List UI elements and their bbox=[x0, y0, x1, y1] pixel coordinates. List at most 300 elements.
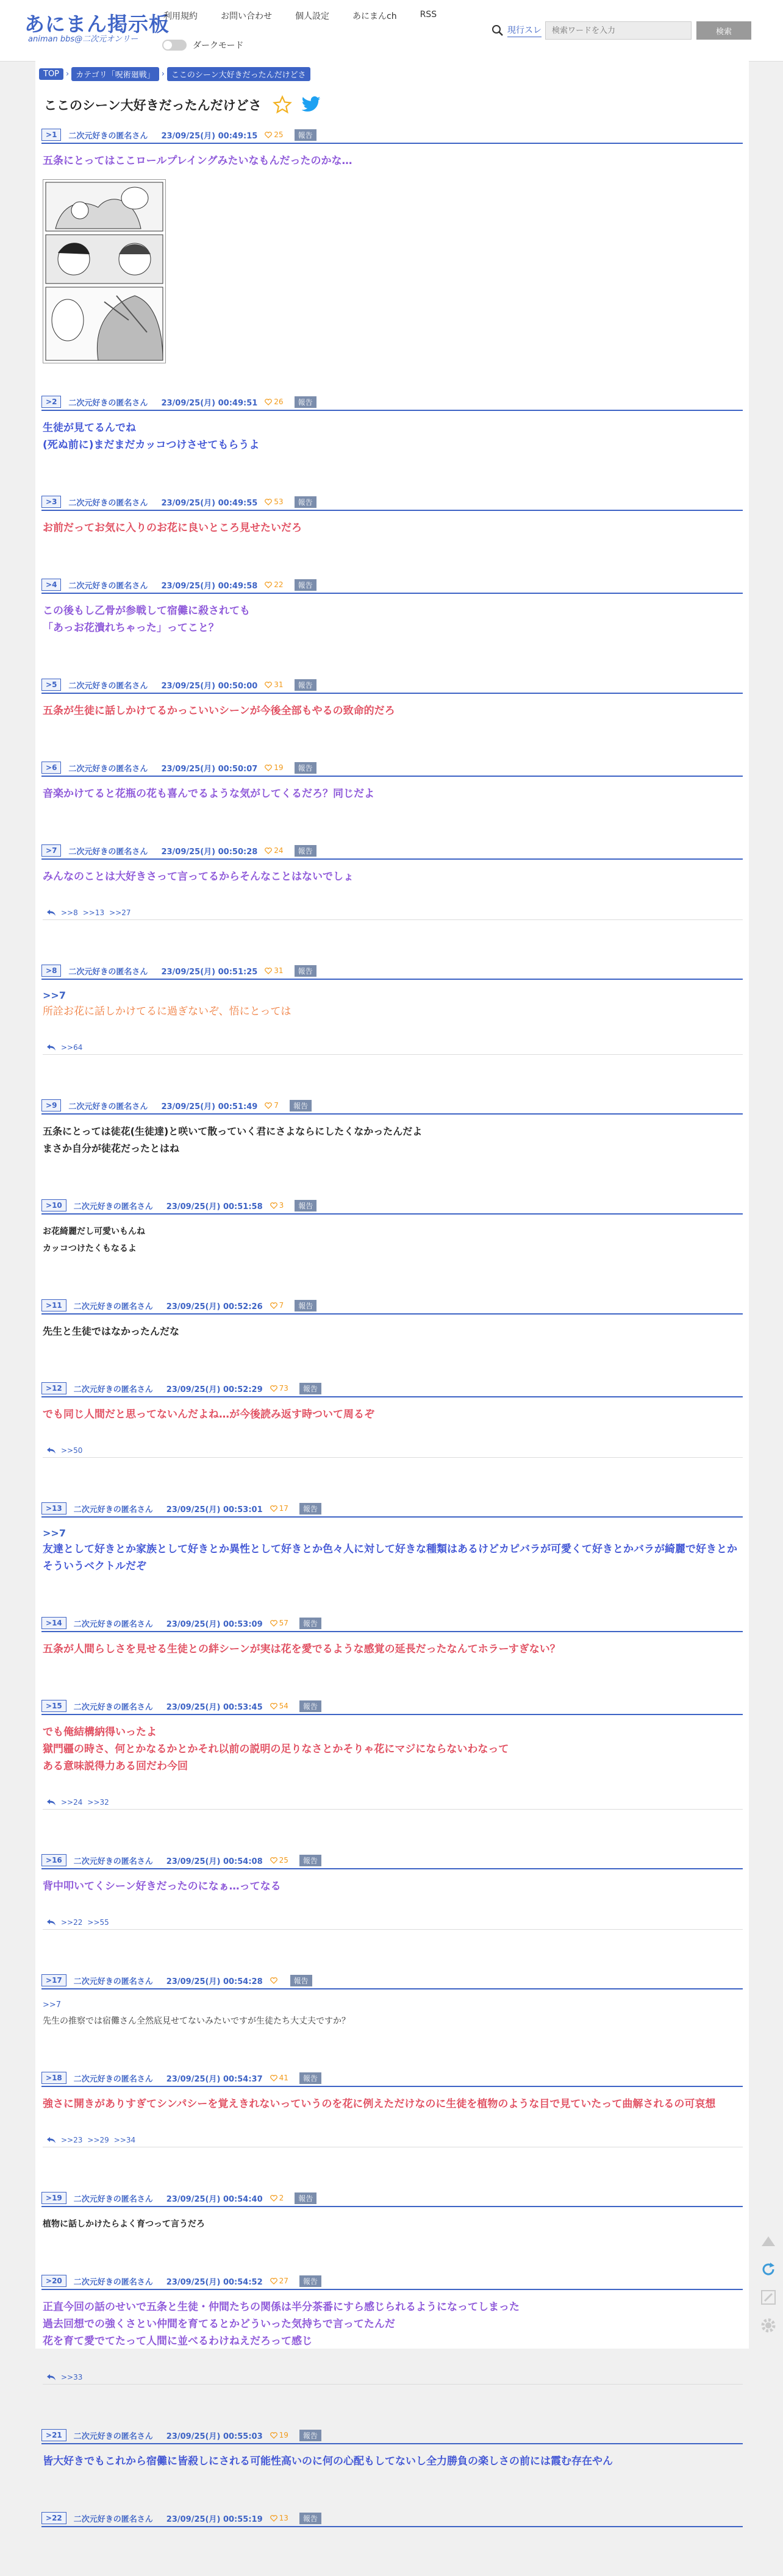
poster-name: 二次元好きの匿名さん bbox=[68, 764, 148, 774]
like-button[interactable] bbox=[265, 966, 283, 975]
heart-icon bbox=[265, 499, 272, 505]
gear-icon bbox=[760, 2317, 777, 2334]
like-button[interactable] bbox=[265, 846, 283, 855]
report-button[interactable]: 報告 bbox=[299, 1503, 321, 1515]
search-bar bbox=[492, 20, 757, 41]
post-number[interactable] bbox=[41, 2275, 66, 2287]
like-count: 22 bbox=[274, 580, 284, 589]
post-header bbox=[41, 2190, 743, 2207]
post-text-line: 正直今回の話のせいで五条と生徒・仲間たちの関係は半分茶番にすら感じられるようになってしまった bbox=[43, 2301, 520, 2313]
post-body bbox=[41, 1632, 743, 1658]
breadcrumb-category[interactable]: カテゴリ「呪術廻戦」 bbox=[71, 67, 159, 81]
like-button[interactable] bbox=[270, 1977, 279, 1984]
reload-button[interactable] bbox=[759, 2260, 778, 2279]
logo-subtitle: animan bbs@二次元オンリー bbox=[28, 35, 138, 44]
post-date: 23/09/25(月) 00:52:29 bbox=[166, 1385, 263, 1394]
like-button[interactable] bbox=[270, 2074, 288, 2082]
poster-name: 二次元好きの匿名さん bbox=[68, 847, 148, 857]
post-text-line: 獄門疆の時さ、何とかなるかとかそれ以前の説明の足りなさとかそりゃ花にマジにならないわなって bbox=[43, 1743, 509, 1755]
post-date: 23/09/25(月) 00:50:07 bbox=[161, 764, 258, 774]
post-body bbox=[41, 2290, 743, 2385]
post-body bbox=[41, 2527, 743, 2536]
reply-link[interactable]: >>34 bbox=[113, 2136, 136, 2144]
reply-list bbox=[43, 906, 743, 920]
report-button[interactable]: 報告 bbox=[299, 1855, 321, 1866]
manga-panels-image[interactable] bbox=[43, 180, 165, 363]
post-number[interactable] bbox=[41, 679, 61, 691]
like-button[interactable] bbox=[270, 1702, 288, 1710]
reply-arrow-icon bbox=[46, 1044, 56, 1051]
post-number[interactable] bbox=[41, 2072, 66, 2084]
like-count: 13 bbox=[279, 2514, 288, 2522]
post-number-value: 19 bbox=[52, 2194, 62, 2202]
post-header bbox=[41, 1698, 743, 1715]
post-header bbox=[41, 1380, 743, 1397]
heart-icon bbox=[270, 2432, 277, 2439]
heart-icon bbox=[270, 2195, 277, 2202]
post-body bbox=[41, 411, 743, 454]
like-button[interactable] bbox=[270, 1619, 288, 1627]
like-count: 54 bbox=[279, 1702, 288, 1710]
post-text-line: カッコつけたくもなるよ bbox=[43, 1244, 137, 1254]
reply-list bbox=[43, 1916, 743, 1930]
heart-icon bbox=[265, 968, 272, 974]
poster-name: 二次元好きの匿名さん bbox=[73, 1202, 153, 1211]
post-number-prefix: > bbox=[46, 1702, 52, 1710]
post-date: 23/09/25(月) 00:55:03 bbox=[166, 2432, 263, 2441]
report-button[interactable]: 報告 bbox=[295, 396, 316, 408]
reply-link[interactable]: >>22 bbox=[61, 1918, 83, 1927]
report-button[interactable]: 報告 bbox=[295, 2192, 316, 2204]
heart-icon bbox=[270, 1202, 277, 1209]
search-icon bbox=[492, 24, 504, 37]
reply-link[interactable]: >>13 bbox=[82, 908, 105, 917]
report-button[interactable]: 報告 bbox=[299, 2513, 321, 2524]
post bbox=[41, 2427, 743, 2470]
post-body bbox=[41, 694, 743, 719]
reply-arrow-icon bbox=[46, 1799, 56, 1806]
post-header bbox=[41, 760, 743, 777]
search-input[interactable] bbox=[545, 21, 692, 40]
reply-link[interactable]: >>27 bbox=[109, 908, 131, 917]
post-number-value: 5 bbox=[52, 680, 57, 689]
settings-button[interactable] bbox=[759, 2316, 778, 2335]
poster-name: 二次元好きの匿名さん bbox=[73, 1619, 153, 1629]
post-date: 23/09/25(月) 00:54:37 bbox=[166, 2074, 263, 2084]
like-count: 57 bbox=[279, 1619, 288, 1627]
logo-title: あにまん掲示板 bbox=[24, 12, 170, 36]
post-date: 23/09/25(月) 00:54:52 bbox=[166, 2277, 263, 2287]
nav-settings[interactable]: 個人設定 bbox=[295, 12, 329, 21]
twitter-bird-icon[interactable] bbox=[301, 96, 321, 113]
post-number-prefix: > bbox=[46, 1976, 52, 1985]
post-header bbox=[41, 127, 743, 144]
post-text-line: お前だってお気に入りのお花に良いところ見せたいだろ bbox=[43, 522, 302, 534]
post-date: 23/09/25(月) 00:54:28 bbox=[166, 1977, 263, 1986]
post-text-line: 植物に話しかけたらよく育つって言うだろ bbox=[43, 2219, 205, 2229]
report-button[interactable]: 報告 bbox=[299, 2430, 321, 2441]
post-number[interactable] bbox=[41, 844, 61, 857]
post-date: 23/09/25(月) 00:53:09 bbox=[166, 1619, 263, 1629]
post-number[interactable] bbox=[41, 579, 61, 591]
report-button[interactable]: 報告 bbox=[295, 579, 316, 591]
report-button[interactable]: 報告 bbox=[295, 496, 316, 508]
arrow-up-icon bbox=[760, 2235, 776, 2247]
post-number[interactable] bbox=[41, 396, 61, 408]
post bbox=[41, 577, 743, 637]
heart-icon bbox=[270, 1620, 277, 1627]
poster-name: 二次元好きの匿名さん bbox=[73, 2514, 153, 2524]
post-date: 23/09/25(月) 00:49:51 bbox=[161, 398, 258, 408]
post-text-line: 所詮お花に話しかけてるに過ぎないぞ、悟にとっては bbox=[43, 1005, 291, 1018]
reply-link[interactable]: >>23 bbox=[61, 2136, 83, 2144]
post-header bbox=[41, 677, 743, 694]
post-number-prefix: > bbox=[46, 2277, 52, 2285]
post-body bbox=[41, 860, 743, 920]
post-text-line: お花綺麗だし可愛いもんね bbox=[43, 1227, 145, 1236]
nav-rss[interactable]: RSS bbox=[420, 10, 437, 20]
reply-link[interactable]: >>32 bbox=[87, 1798, 109, 1807]
heart-icon bbox=[265, 1102, 272, 1109]
post-number-value: 11 bbox=[52, 1301, 62, 1310]
like-count: 27 bbox=[279, 2277, 288, 2285]
like-count: 53 bbox=[274, 498, 284, 506]
post-text-line: 先生の推察では宿儺さん全然底見せてないみたいですが生徒たち大丈夫ですか？ bbox=[43, 2016, 350, 2026]
like-count: 25 bbox=[279, 1856, 288, 1864]
post-number-value: 7 bbox=[52, 846, 57, 855]
like-button[interactable] bbox=[265, 763, 283, 772]
post-number-value: 14 bbox=[52, 1619, 62, 1627]
reply-arrow-icon bbox=[46, 2136, 56, 2144]
like-button[interactable] bbox=[270, 1301, 284, 1310]
post-number-value: 9 bbox=[52, 1101, 57, 1110]
post-header bbox=[41, 1297, 743, 1315]
post-body bbox=[41, 1518, 743, 1575]
search-button[interactable]: 検索 bbox=[696, 21, 751, 40]
post-number-prefix: > bbox=[46, 1101, 52, 1110]
post-number[interactable] bbox=[41, 1299, 66, 1311]
like-button[interactable] bbox=[270, 1856, 288, 1864]
post-text-line: でも俺結構納得いったよ bbox=[43, 1726, 157, 1738]
like-button[interactable] bbox=[270, 1504, 288, 1513]
breadcrumb-thread[interactable]: ここのシーン大好きだったんだけどさ bbox=[167, 67, 310, 81]
post-header bbox=[41, 1197, 743, 1215]
report-button[interactable]: 報告 bbox=[295, 1200, 316, 1211]
post-text-line: 背中叩いてくシーン好きだったのになぁ…ってなる bbox=[43, 1880, 281, 1893]
post-image[interactable] bbox=[43, 179, 166, 363]
like-button[interactable] bbox=[265, 680, 283, 689]
poster-name: 二次元好きの匿名さん bbox=[68, 681, 148, 691]
post bbox=[41, 2510, 743, 2536]
post-text-line: 生徒が見てるんでね bbox=[43, 422, 136, 434]
poster-name: 二次元好きの匿名さん bbox=[73, 1857, 153, 1866]
report-button[interactable]: 報告 bbox=[295, 1300, 316, 1311]
heart-icon bbox=[265, 582, 272, 588]
heart-icon bbox=[270, 2515, 277, 2522]
post-text-line: 「あっお花潰れちゃった」ってこと？ bbox=[43, 622, 219, 634]
post-text-line: 五条が生徒に話しかけてるかっこいいシーンが今後全部もやるの致命的だろ bbox=[43, 705, 395, 717]
reply-arrow-icon bbox=[46, 909, 56, 916]
post-header bbox=[41, 963, 743, 980]
like-count: 7 bbox=[279, 1301, 284, 1310]
like-button[interactable] bbox=[270, 2277, 288, 2285]
post-number[interactable] bbox=[41, 1099, 61, 1111]
post-text-line: 先生と生徒ではなかったんだな bbox=[43, 1325, 180, 1337]
post-number-prefix: > bbox=[46, 2514, 52, 2522]
post-number[interactable] bbox=[41, 129, 61, 141]
reply-link[interactable]: >>24 bbox=[61, 1798, 83, 1807]
post bbox=[41, 1615, 743, 1658]
like-button[interactable] bbox=[265, 580, 283, 589]
reply-link[interactable]: >>55 bbox=[87, 1918, 109, 1927]
page-title: ここのシーン大好きだったんだけどさ bbox=[44, 98, 262, 113]
top-nav bbox=[163, 10, 460, 22]
nav-animanch[interactable]: あにまんch bbox=[352, 12, 397, 21]
post bbox=[41, 1698, 743, 1810]
post bbox=[41, 2190, 743, 2233]
post bbox=[41, 963, 743, 1055]
thread-heading bbox=[44, 95, 321, 115]
post-number-prefix: > bbox=[46, 2431, 52, 2439]
post-number[interactable] bbox=[41, 965, 61, 977]
post-text-line: 音楽かけてると花瓶の花も喜んでるような気がしてくるだろ？同じだよ bbox=[43, 788, 374, 800]
report-button[interactable]: 報告 bbox=[299, 2072, 321, 2084]
report-button[interactable]: 報告 bbox=[299, 1383, 321, 1394]
poster-name: 二次元好きの匿名さん bbox=[73, 1385, 153, 1394]
heart-icon bbox=[270, 1302, 277, 1309]
like-button[interactable] bbox=[265, 498, 283, 506]
post-number-value: 16 bbox=[52, 1856, 62, 1864]
post-number-value: 3 bbox=[52, 498, 57, 506]
post bbox=[41, 2070, 743, 2147]
poster-name: 二次元好きの匿名さん bbox=[68, 1102, 148, 1111]
reply-anchor-link[interactable]: >>7 bbox=[43, 2000, 62, 2010]
post-date: 23/09/25(月) 00:51:25 bbox=[161, 967, 258, 977]
post-body bbox=[41, 594, 743, 637]
post-text-line: 友達として好きとか家族として好きとか異性として好きとか色々人に対して好きな種類はあるけどカピバラが可愛くて好きとかバラが綺麗で好きとかそういうベクトルだぞ bbox=[43, 1543, 737, 1572]
post bbox=[41, 1972, 743, 2030]
post-number[interactable] bbox=[41, 1617, 66, 1629]
darkmode-control bbox=[162, 39, 243, 51]
post-number-prefix: > bbox=[46, 1384, 52, 1393]
report-button[interactable]: 報告 bbox=[295, 845, 316, 857]
report-button[interactable]: 報告 bbox=[299, 2275, 321, 2287]
site-logo[interactable] bbox=[24, 13, 170, 44]
post-body bbox=[41, 1715, 743, 1810]
post-date: 23/09/25(月) 00:54:08 bbox=[166, 1857, 263, 1866]
post-text-line: 強さに開きがありすぎてシンパシーを覚えきれないっていうのを花に例えただけなのに生徒を植物のような目で見ていたって曲解されるの可哀想 bbox=[43, 2098, 716, 2110]
post-header bbox=[41, 2510, 743, 2527]
post-number[interactable] bbox=[41, 1502, 66, 1515]
post-date: 23/09/25(月) 00:53:01 bbox=[166, 1505, 263, 1515]
reply-link[interactable]: >>33 bbox=[61, 2373, 83, 2382]
reply-anchor-link[interactable]: >>7 bbox=[43, 1527, 66, 1539]
post-number-prefix: > bbox=[46, 130, 52, 139]
poster-name: 二次元好きの匿名さん bbox=[73, 2432, 153, 2441]
post-number-prefix: > bbox=[46, 2194, 52, 2202]
post-number-prefix: > bbox=[46, 498, 52, 506]
post-text-line: 花を育て愛でてたって人間に並べるわけねえだろって感じ bbox=[43, 2335, 312, 2347]
breadcrumb-separator: › bbox=[161, 70, 165, 79]
reply-list bbox=[43, 1041, 743, 1055]
scroll-top-button[interactable] bbox=[759, 2232, 778, 2251]
post-header bbox=[41, 1097, 743, 1115]
poster-name: 二次元好きの匿名さん bbox=[68, 498, 148, 508]
post-date: 23/09/25(月) 00:49:55 bbox=[161, 498, 258, 508]
post bbox=[41, 494, 743, 537]
write-button[interactable] bbox=[759, 2288, 778, 2307]
post-body bbox=[41, 511, 743, 537]
like-count: 73 bbox=[279, 1384, 288, 1393]
post-number-value: 17 bbox=[52, 1976, 62, 1985]
nav-terms[interactable]: 利用規約 bbox=[163, 12, 198, 21]
post-date: 23/09/25(月) 00:49:15 bbox=[161, 131, 258, 141]
post-number-prefix: > bbox=[46, 966, 52, 975]
post-body bbox=[41, 1215, 743, 1257]
reply-arrow-icon bbox=[46, 1919, 56, 1926]
poster-name: 二次元好きの匿名さん bbox=[68, 581, 148, 591]
reply-link[interactable]: >>29 bbox=[87, 2136, 109, 2144]
like-button[interactable] bbox=[270, 1201, 284, 1210]
report-button[interactable]: 報告 bbox=[290, 1975, 312, 1986]
post-number-prefix: > bbox=[46, 1301, 52, 1310]
post-number[interactable] bbox=[41, 1199, 66, 1211]
star-icon[interactable] bbox=[273, 95, 292, 115]
like-count: 26 bbox=[274, 398, 284, 406]
nav-contact[interactable]: お問い合わせ bbox=[221, 12, 272, 21]
post-number-value: 20 bbox=[52, 2277, 62, 2285]
reply-list bbox=[43, 1796, 743, 1810]
heart-icon bbox=[265, 682, 272, 688]
like-button[interactable] bbox=[265, 130, 283, 139]
like-button[interactable] bbox=[270, 2514, 288, 2522]
like-button[interactable] bbox=[270, 2431, 288, 2439]
heart-icon bbox=[265, 847, 272, 854]
reply-link[interactable]: >>8 bbox=[61, 908, 78, 917]
post-text-line: 五条にとっては徒花(生徒達)と咲いて散っていく君にさよならにしたくなかったんだよ bbox=[43, 1126, 423, 1137]
post-header bbox=[41, 2273, 743, 2290]
post-number[interactable] bbox=[41, 2192, 66, 2204]
like-button[interactable] bbox=[265, 398, 283, 406]
post-number-prefix: > bbox=[46, 1619, 52, 1627]
poster-name: 二次元好きの匿名さん bbox=[68, 967, 148, 977]
like-button[interactable] bbox=[270, 1384, 288, 1393]
post-body bbox=[41, 1989, 743, 2030]
heart-icon bbox=[270, 1703, 277, 1710]
post-number-prefix: > bbox=[46, 1201, 52, 1210]
post-header bbox=[41, 1972, 743, 1989]
post-header bbox=[41, 1615, 743, 1632]
post-date: 23/09/25(月) 00:52:26 bbox=[166, 1302, 263, 1311]
like-count: 19 bbox=[279, 2431, 288, 2439]
darkmode-toggle[interactable] bbox=[162, 40, 187, 51]
post-header bbox=[41, 1500, 743, 1518]
reply-anchor-link[interactable]: >>7 bbox=[43, 990, 66, 1001]
report-button[interactable]: 報告 bbox=[295, 762, 316, 774]
post-number[interactable] bbox=[41, 1974, 66, 1986]
heart-icon bbox=[270, 1857, 277, 1864]
reply-list bbox=[43, 2371, 743, 2385]
report-button[interactable]: 報告 bbox=[295, 129, 316, 141]
reply-link[interactable]: >>50 bbox=[61, 1446, 83, 1455]
post bbox=[41, 394, 743, 454]
darkmode-label: ダークモード bbox=[193, 41, 244, 51]
post-header bbox=[41, 494, 743, 511]
search-scope-select[interactable]: 現行スレ bbox=[507, 24, 542, 37]
like-count: 2 bbox=[279, 2194, 284, 2202]
like-button[interactable] bbox=[270, 2194, 284, 2202]
post bbox=[41, 127, 743, 363]
post bbox=[41, 1097, 743, 1157]
post-text-line: 五条にとってはここロールプレイングみたいなもんだったのかな… bbox=[43, 155, 352, 167]
post-number[interactable] bbox=[41, 496, 61, 508]
report-button[interactable]: 報告 bbox=[295, 965, 316, 977]
post bbox=[41, 1297, 743, 1340]
post-number[interactable] bbox=[41, 762, 61, 774]
post-number[interactable] bbox=[41, 2512, 66, 2524]
post-date: 23/09/25(月) 00:51:58 bbox=[166, 1202, 263, 1211]
report-button[interactable]: 報告 bbox=[299, 1618, 321, 1629]
reply-list bbox=[43, 2133, 743, 2147]
post-number[interactable] bbox=[41, 2429, 66, 2441]
like-count: 24 bbox=[274, 846, 284, 855]
main-content bbox=[35, 61, 749, 2524]
post-text-line: でも同じ人間だと思ってないんだよね…が今後読み返す時ついて周るぞ bbox=[43, 1408, 374, 1421]
post-body bbox=[41, 1397, 743, 1458]
heart-icon bbox=[270, 1505, 277, 1512]
heart-icon bbox=[270, 1977, 277, 1984]
post-number-value: 15 bbox=[52, 1702, 62, 1710]
heart-icon bbox=[270, 2075, 277, 2082]
post-number-prefix: > bbox=[46, 1856, 52, 1864]
poster-name: 二次元好きの匿名さん bbox=[68, 398, 148, 408]
post-number[interactable] bbox=[41, 1382, 66, 1394]
post-number[interactable] bbox=[41, 1700, 66, 1712]
side-tools bbox=[759, 2232, 778, 2344]
breadcrumb-top[interactable]: TOP bbox=[39, 68, 63, 80]
post bbox=[41, 1500, 743, 1575]
reply-arrow-icon bbox=[46, 1447, 56, 1454]
heart-icon bbox=[270, 1385, 277, 1392]
post-list bbox=[41, 127, 743, 2576]
post-text-line: 五条が人間らしさを見せる生徒との絆シーンが実は花を愛でるような感覚の延長だったなんてホラーすぎない？ bbox=[43, 1643, 560, 1655]
report-button[interactable]: 報告 bbox=[295, 679, 316, 691]
post-text-line: ある意味説得力ある回だわ今回 bbox=[43, 1760, 188, 1772]
post-number-prefix: > bbox=[46, 846, 52, 855]
post-number[interactable] bbox=[41, 1854, 66, 1866]
like-count: 25 bbox=[274, 130, 284, 139]
report-button[interactable]: 報告 bbox=[290, 1100, 312, 1111]
heart-icon bbox=[265, 132, 272, 138]
reply-list bbox=[43, 1444, 743, 1458]
post-text-line: 皆大好きでもこれから宿儺に皆殺しにされる可能性高いのに何の心配もしてないし全力勝負の楽しさの前には霞む存在やん bbox=[43, 2455, 613, 2467]
reply-link[interactable]: >>64 bbox=[61, 1043, 83, 1052]
post-body bbox=[41, 1869, 743, 1930]
post-number-prefix: > bbox=[46, 398, 52, 406]
post-body bbox=[41, 980, 743, 1055]
post-date: 23/09/25(月) 00:54:40 bbox=[166, 2194, 263, 2204]
post-number-value: 4 bbox=[52, 580, 57, 589]
poster-name: 二次元好きの匿名さん bbox=[73, 2194, 153, 2204]
post bbox=[41, 1380, 743, 1458]
report-button[interactable]: 報告 bbox=[299, 1700, 321, 1712]
post-date: 23/09/25(月) 00:51:49 bbox=[161, 1102, 258, 1111]
post bbox=[41, 843, 743, 920]
post bbox=[41, 1852, 743, 1930]
post-number-value: 10 bbox=[52, 1201, 62, 1210]
post-body bbox=[41, 1115, 743, 1157]
like-button[interactable] bbox=[265, 1101, 279, 1110]
